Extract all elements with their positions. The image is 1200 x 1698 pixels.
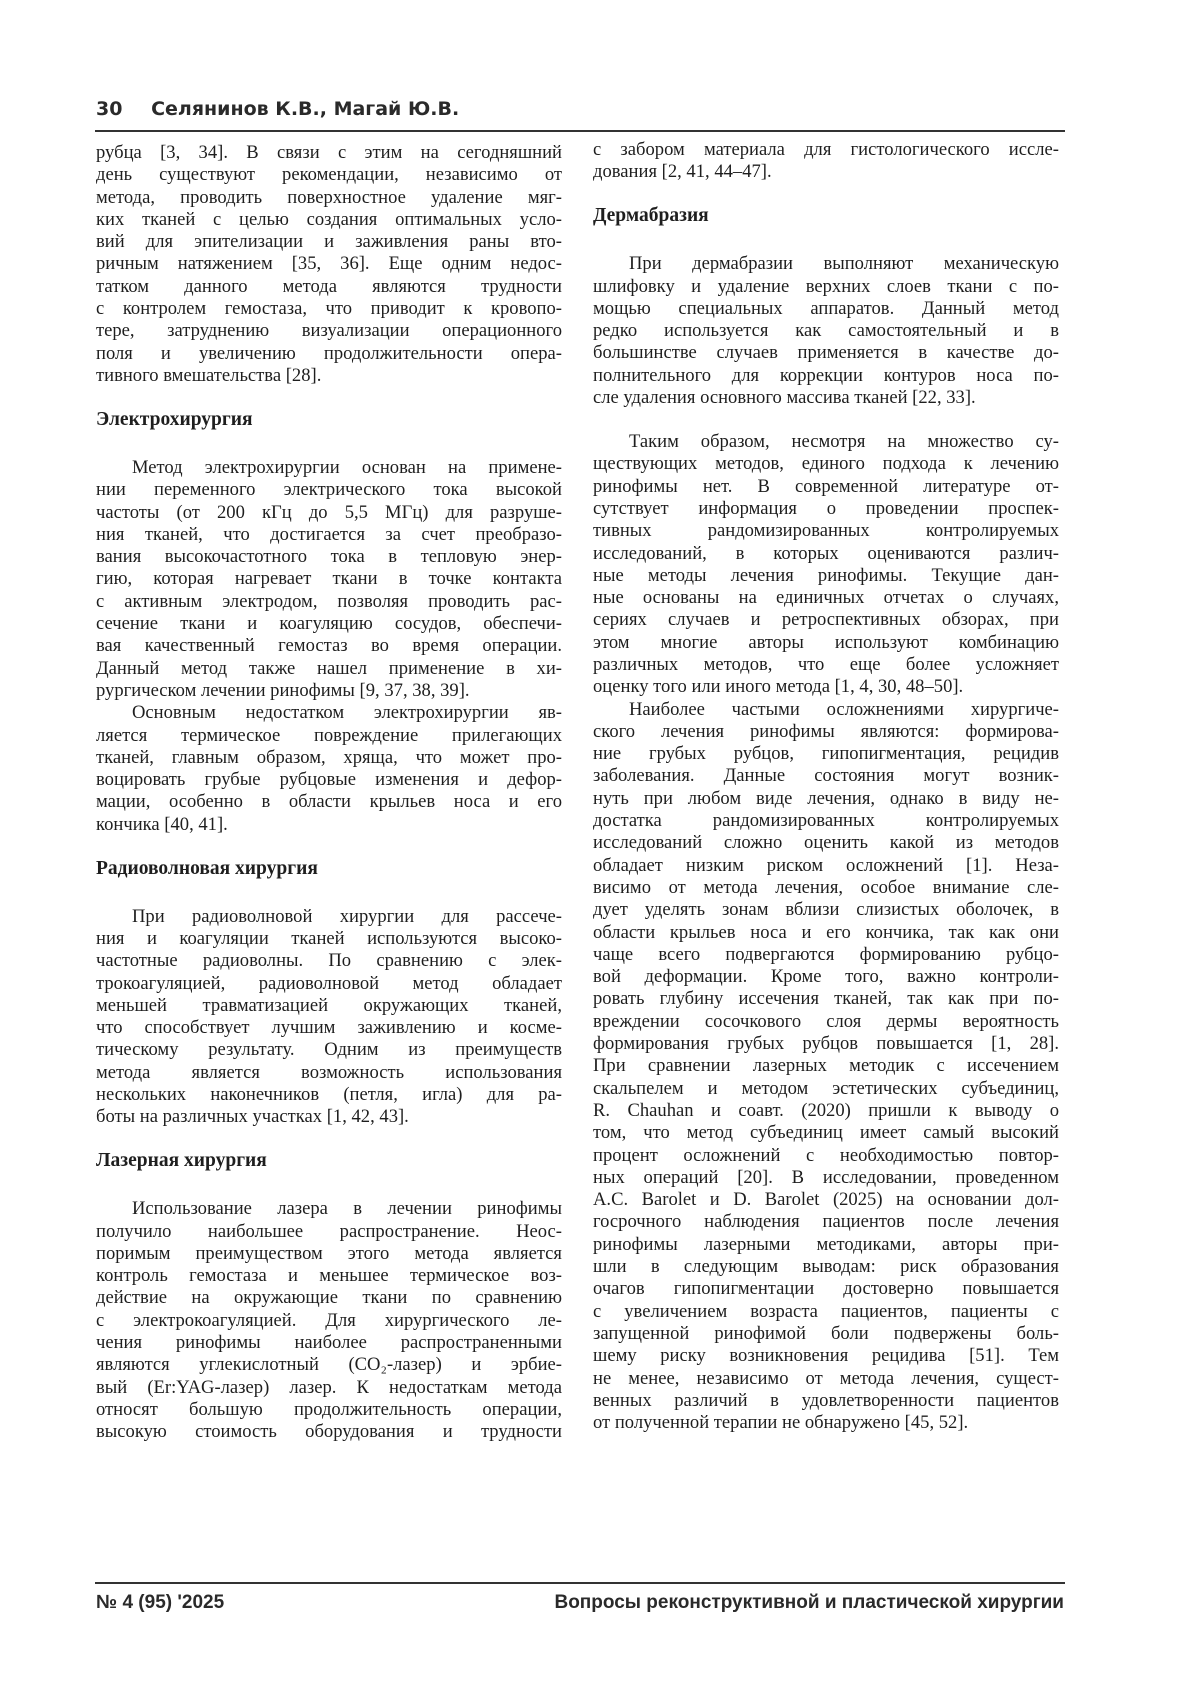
text-line: ляется термическое повреждение прилегающих [96, 724, 562, 746]
section-heading: Дермабразия [593, 205, 709, 227]
text-line: процент осложнений с необходимостью повтор- [593, 1144, 1059, 1166]
text-line: тканей, главным образом, хряща, что может про- [96, 746, 562, 768]
text-line: тивного вмешательства [28]. [96, 364, 322, 386]
text-line: ных операций [20]. В исследовании, проведенном [593, 1166, 1059, 1188]
page-number: 30 [96, 98, 123, 120]
section-heading: Лазерная хирургия [96, 1150, 267, 1172]
text-line: формирования грубых рубцов повышается [1, 28]. [593, 1033, 1059, 1055]
text-line: ких тканей с целью создания оптимальных усло- [96, 208, 562, 230]
text-line: ринофимы нет. В современной литературе от- [593, 475, 1059, 497]
footer-journal: Вопросы реконструктивной и пластической хирургии [554, 1592, 1064, 1613]
text-line: что способствует лучшим заживлению и косме- [96, 1017, 562, 1039]
text-line: сериях случаев и ретроспективных обзорах, при [593, 609, 1059, 631]
text-line: являются углекислотный (CO₂-лазер) и эрбие- [96, 1354, 562, 1376]
text-line: вой деформации. Кроме того, важно контроли- [593, 966, 1059, 988]
text-line: с контролем гемостаза, что приводит к кровопо- [96, 298, 562, 320]
paragraph [96, 1198, 562, 1443]
text-line: венных различий в удовлетворенности пациентов [593, 1389, 1059, 1411]
text-line: большинстве случаев применяется в качестве до- [593, 342, 1059, 364]
text-line: ществующих методов, единого подхода к лечению [593, 453, 1059, 475]
text-line: вий для эпителизации и заживления раны вто- [96, 231, 562, 253]
paragraph [96, 702, 562, 836]
text-line: рургическом лечении ринофимы [9, 37, 38, 39]. [96, 679, 470, 701]
paragraph [593, 431, 1059, 699]
text-line: день существуют рекомендации, независимо от [96, 164, 562, 186]
header-rule [95, 130, 1065, 132]
text-line: госрочного наблюдения пациентов после лечения [593, 1211, 1059, 1233]
text-line: метода, проводить поверхностное удаление мяг- [96, 186, 562, 208]
text-line: висимо от метода лечения, особое внимание сле- [593, 876, 1059, 898]
running-header [96, 98, 459, 120]
text-line: сле удаления основного массива тканей [22, 33]. [593, 387, 976, 409]
text-line: относят большую продолжительность операции, [96, 1398, 562, 1420]
paragraph [593, 253, 1059, 409]
section-heading: Электрохирургия [96, 408, 253, 430]
text-line: шлифовку и удаление верхних слоев ткани с по- [593, 275, 1059, 297]
text-line: При сравнении лазерных методик с иссечением [593, 1055, 1059, 1077]
paragraph [96, 906, 562, 1129]
text-line: сечение ткани и коагуляцию сосудов, обеспечи- [96, 613, 562, 635]
text-line: вая качественный гемостаз во время операции. [96, 635, 562, 657]
text-line: трокоагуляцией, радиоволновой метод обладает [96, 972, 562, 994]
text-line: с увеличением возраста пациентов, пациенты с [593, 1300, 1059, 1322]
text-line: вреждении сосочкового слоя дермы вероятность [593, 1010, 1059, 1032]
text-line: ния тканей, что достигается за счет преобразо- [96, 523, 562, 545]
section-heading: Радиоволновая хирургия [96, 857, 318, 879]
footer-rule [95, 1582, 1065, 1584]
text-line: A.C. Barolet и D. Barolet (2025) на основании дол- [593, 1189, 1059, 1211]
text-line: том, что метод субъединиц имеет самый высокий [593, 1122, 1059, 1144]
text-line: не менее, независимо от метода лечения, сущест- [593, 1367, 1059, 1389]
text-line: ния и коагуляции тканей используются высоко- [96, 927, 562, 949]
text-line: ные методы лечения ринофимы. Текущие дан- [593, 564, 1059, 586]
text-line: Данный метод также нашел применение в хи- [96, 657, 562, 679]
footer-issue: № 4 (95) '2025 [96, 1592, 225, 1613]
text-line: R. Chauhan и соавт. (2020) пришли к выводу о [593, 1099, 1059, 1121]
text-line: татком данного метода являются трудности [96, 275, 562, 297]
paragraph [593, 699, 1059, 1435]
text-line: этом многие авторы используют комбинацию [593, 631, 1059, 653]
text-line: меньшей травматизацией окружающих тканей, [96, 994, 562, 1016]
text-line: боты на различных участках [1, 42, 43]. [96, 1106, 409, 1128]
text-line: рубца [3, 34]. В связи с этим на сегодняшний [96, 142, 562, 163]
text-line: очагов гипопигментации достоверно повышается [593, 1278, 1059, 1300]
text-line: частоты (от 200 кГц до 5,5 МГц) для разруше- [96, 501, 562, 523]
right-column [593, 139, 1059, 1434]
text-line: контроль гемостаза и меньшее термическое воз- [96, 1265, 562, 1287]
text-line: от полученной терапии не обнаружено [45, 52]. [593, 1412, 969, 1434]
text-line: исследований сложно оценить какой из методов [593, 832, 1059, 854]
text-line: нуть при любом виде лечения, однако в виду не- [593, 787, 1059, 809]
text-line: запущенной ринофимой боли подвержены боль- [593, 1322, 1059, 1344]
text-line: сутствует информация о проведении проспек- [593, 497, 1059, 519]
text-line: вый (Er:YAG-лазер) лазер. К недостаткам метода [96, 1376, 562, 1398]
text-line: ные основаны на единичных отчетах о случаях, [593, 587, 1059, 609]
text-line: шему риску возникновения рецидива [51]. Тем [593, 1345, 1059, 1367]
text-line: с активным электродом, позволяя проводить рас- [96, 590, 562, 612]
text-line: нескольких наконечников (петля, игла) для ра- [96, 1084, 562, 1106]
text-line: дования [2, 41, 44–47]. [593, 161, 772, 183]
text-line: чаще всего подвергаются формированию рубцо- [593, 943, 1059, 965]
text-line: мации, особенно в области крыльев носа и его [96, 791, 562, 813]
text-line: воцировать грубые рубцовые изменения и дефор- [96, 769, 562, 791]
text-line: тивных рандомизированных контролируемых [593, 520, 1059, 542]
text-line: поля и увеличению продолжительности опера- [96, 342, 562, 364]
text-line: редко используется как самостоятельный и в [593, 320, 1059, 342]
text-line: тере, затруднению визуализации операционного [96, 320, 562, 342]
text-line: кончика [40, 41]. [96, 813, 228, 835]
text-line: области крыльев носа и его кончика, так как они [593, 921, 1059, 943]
text-line: действие на окружающие ткани по сравнению [96, 1287, 562, 1309]
text-line: поримым преимуществом этого метода является [96, 1242, 562, 1264]
text-line: тическому результату. Одним из преимуществ [96, 1039, 562, 1061]
text-line: высокую стоимость оборудования и трудности [96, 1421, 562, 1443]
paragraph [96, 457, 562, 702]
text-line: При радиоволновой хирургии для рассече- [132, 905, 562, 927]
left-column [96, 142, 562, 1444]
text-line: ричным натяжением [35, 36]. Еще одним недос- [96, 253, 562, 275]
text-line: получило наибольшее распространение. Неос- [96, 1220, 562, 1242]
text-line: различных методов, что еще более усложняет [593, 654, 1059, 675]
text-line: обладает низким риском осложнений [1]. Неза- [593, 854, 1059, 876]
text-line: частотные радиоволны. По сравнению с элек- [96, 950, 562, 972]
text-line: Метод электрохирургии основан на примене- [132, 456, 562, 478]
text-line: дует уделять зонам вблизи слизистых оболочек, в [593, 899, 1059, 921]
text-line: шли в следующим выводам: риск образования [593, 1256, 1059, 1278]
text-line: заболевания. Данные состояния могут возник- [593, 765, 1059, 787]
text-line: оценку того или иного метода [1, 4, 30, 48–50]. [593, 676, 964, 698]
text-line: с электрокоагуляцией. Для хирургического ле- [96, 1309, 562, 1331]
text-line: Использование лазера в лечении ринофимы [132, 1198, 562, 1220]
text-line: ского лечения ринофимы являются: формирова- [593, 720, 1059, 742]
text-line: достатка рандомизированных контролируемых [593, 810, 1059, 832]
text-line: вания высокочастотного тока в тепловую энер- [96, 546, 562, 568]
text-line: ровать глубину иссечения тканей, так как при по- [593, 988, 1059, 1010]
paragraph [96, 142, 562, 387]
text-line: с забором материала для гистологического иссле- [593, 139, 1059, 160]
text-line: ринофимы лазерными методиками, авторы при- [593, 1233, 1059, 1255]
text-line: метода является возможность использования [96, 1061, 562, 1083]
header-authors: Селянинов К.В., Магай Ю.В. [151, 98, 460, 120]
text-line: гию, которая нагревает ткани в точке контакта [96, 568, 562, 590]
text-line: мощью специальных аппаратов. Данный метод [593, 297, 1059, 319]
text-line: При дермабразии выполняют механическую [629, 253, 1059, 275]
text-line: Таким образом, несмотря на множество су- [629, 431, 1059, 453]
text-line: чения ринофимы наиболее распространенными [96, 1332, 562, 1354]
text-line: полнительного для коррекции контуров носа по- [593, 364, 1059, 386]
text-line: Наиболее частыми осложнениями хирургиче- [629, 698, 1059, 720]
text-line: исследований, в которых оцениваются различ- [593, 542, 1059, 564]
text-line: скальпелем и методом эстетических субъединиц, [593, 1077, 1059, 1099]
text-line: Основным недостатком электрохирургии яв- [132, 702, 562, 724]
paragraph [593, 139, 1059, 184]
text-line: нии переменного электрического тока высокой [96, 479, 562, 501]
text-line: ние грубых рубцов, гипопигментация, рецидив [593, 743, 1059, 765]
